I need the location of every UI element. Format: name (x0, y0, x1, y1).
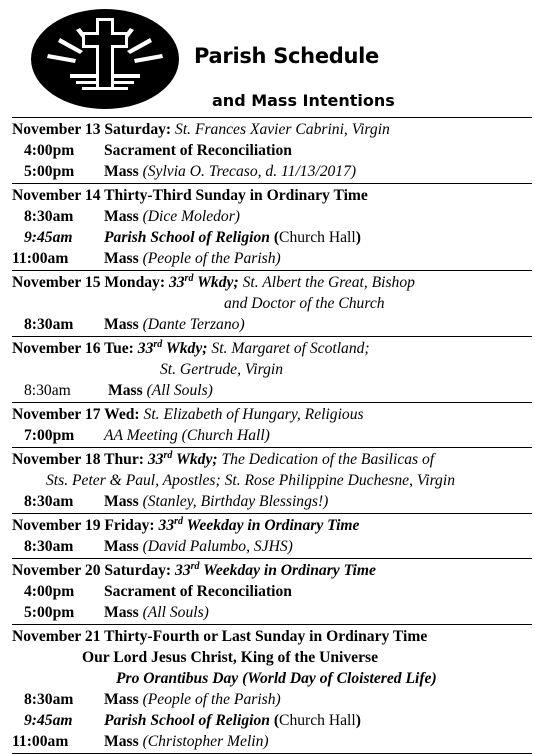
event-paren: ) (355, 229, 361, 246)
event-paren: ) (355, 712, 361, 729)
event-name: Mass (104, 163, 139, 180)
weekday-label: 33rd Wkdy; (147, 449, 218, 468)
day-block (12, 336, 532, 402)
day-header (12, 560, 532, 581)
mass-intention: (People of the Parish) (142, 250, 281, 267)
feast-continuation: and Doctor of the Church (224, 295, 385, 312)
event-location: Church Hall (279, 712, 356, 729)
event-time: 4:00pm (24, 142, 75, 159)
schedule-event (12, 491, 532, 512)
event-time: 11:00am (12, 733, 69, 750)
event-time: 9:45am (24, 712, 73, 729)
event-name: AA Meeting (Church Hall) (104, 427, 270, 444)
event-time: 8:30am (24, 382, 71, 399)
day-header (12, 449, 532, 470)
event-name: Mass (104, 733, 139, 750)
mass-intention: (Dice Moledor) (142, 208, 240, 225)
feast-name: St. Frances Xavier Cabrini, Virgin (175, 121, 390, 138)
day-date: November 17 Wed: (12, 406, 140, 423)
event-time: 8:30am (24, 691, 74, 708)
event-time: 8:30am (24, 493, 74, 510)
event-name: Mass (108, 382, 143, 399)
schedule-event (12, 140, 532, 161)
schedule-event (12, 581, 532, 602)
mass-intention: (People of the Parish) (142, 691, 281, 708)
day-date: November 20 Saturday: (12, 562, 172, 579)
mass-intention: (Stanley, Birthday Blessings!) (142, 493, 329, 510)
event-name: Parish School of Religion (104, 712, 270, 729)
schedule-event (12, 602, 532, 623)
day-block (12, 270, 532, 336)
feast-continuation: St. Gertrude, Virgin (160, 361, 284, 378)
event-name: Mass (104, 604, 139, 621)
day-block (12, 624, 532, 754)
day-header (12, 338, 532, 359)
page-title: Parish Schedule (194, 44, 380, 68)
event-location: Church Hall (279, 229, 356, 246)
day-block (12, 183, 532, 270)
mass-intention: (Sylvia O. Trecaso, d. 11/13/2017) (142, 163, 357, 180)
schedule-event (12, 161, 532, 182)
schedule-event (12, 536, 532, 557)
schedule-event (12, 731, 532, 752)
parish-logo (30, 8, 180, 111)
event-paren: ( (273, 229, 280, 246)
cross-sunrise-icon (30, 8, 180, 111)
schedule-event (12, 248, 532, 269)
day-header (12, 515, 532, 536)
day-header (12, 626, 532, 647)
feast-continuation: Sts. Peter & Paul, Apostles; St. Rose Philippine Duchesne, Virgin (46, 472, 455, 489)
schedule-event (12, 206, 532, 227)
event-name: Parish School of Religion (104, 229, 270, 246)
mass-intention: (All Souls) (146, 382, 213, 399)
event-name: Mass (104, 538, 139, 555)
event-name: Mass (104, 493, 139, 510)
event-time: 4:00pm (24, 583, 75, 600)
event-time: 8:30am (24, 316, 74, 333)
day-block (12, 558, 532, 624)
weekday-label: 33rd Wkdy; (168, 272, 239, 291)
schedule-event (12, 689, 532, 710)
event-paren: ( (273, 712, 280, 729)
event-name: Mass (104, 691, 139, 708)
page-subtitle: and Mass Intentions (212, 91, 395, 110)
mass-intention: (David Palumbo, SJHS) (142, 538, 293, 555)
schedule-event (12, 227, 532, 248)
day-header (12, 185, 532, 206)
day-block (12, 447, 532, 513)
feast-name: St. Margaret of Scotland; (211, 340, 370, 357)
mass-intention: (All Souls) (142, 604, 209, 621)
day-date: November 18 Thur: (12, 451, 144, 468)
schedule-event (12, 710, 532, 731)
schedule (12, 117, 532, 754)
event-name: Sacrament of Reconciliation (104, 583, 292, 600)
day-header (12, 404, 532, 425)
schedule-event (12, 380, 532, 401)
event-name: Mass (104, 316, 139, 333)
schedule-event (12, 425, 532, 446)
weekday-label: 33rd Wkdy; (137, 338, 208, 357)
weekday-label: 33rd Weekday in Ordinary Time (158, 515, 360, 534)
day-date: November 19 Friday: (12, 517, 155, 534)
event-time: 8:30am (24, 538, 74, 555)
feast-name: St. Albert the Great, Bishop (242, 274, 415, 291)
mass-intention: (Dante Terzano) (142, 316, 245, 333)
event-time: 11:00am (12, 250, 69, 267)
event-time: 5:00pm (24, 163, 75, 180)
mass-intention: (Christopher Melin) (142, 733, 269, 750)
observance-title: Pro Orantibus Day (World Day of Cloistered Life) (116, 670, 437, 687)
day-block (12, 402, 532, 447)
day-date: November 16 Tue: (12, 340, 134, 357)
day-date: November 13 Saturday: (12, 121, 172, 138)
day-header (12, 272, 532, 293)
event-name: Mass (104, 208, 139, 225)
day-header (12, 119, 532, 140)
day-date: November 15 Monday: (12, 274, 166, 291)
event-time: 8:30am (24, 208, 74, 225)
event-name: Sacrament of Reconciliation (104, 142, 292, 159)
day-date: November 14 Thirty-Third Sunday in Ordinary Time (12, 187, 368, 204)
feast-name: The Dedication of the Basilicas of (221, 451, 435, 468)
feast-name: St. Elizabeth of Hungary, Religious (143, 406, 364, 423)
solemnity-title: Our Lord Jesus Christ, King of the Universe (82, 649, 378, 666)
event-time: 5:00pm (24, 604, 75, 621)
weekday-label: 33rd Weekday in Ordinary Time (175, 560, 376, 579)
event-time: 9:45am (24, 229, 73, 246)
day-block (12, 513, 532, 558)
event-time: 7:00pm (24, 427, 75, 444)
schedule-event (12, 314, 532, 335)
event-name: Mass (104, 250, 139, 267)
day-block (12, 117, 532, 183)
day-date: November 21 Thirty-Fourth or Last Sunday in Ordinary Time (12, 628, 428, 645)
